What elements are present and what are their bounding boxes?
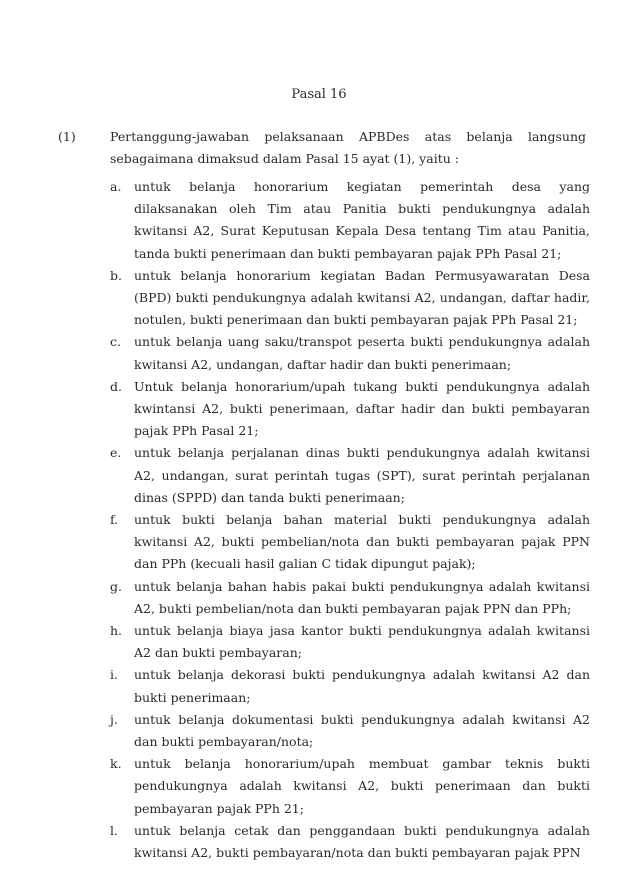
list-item [110, 664, 590, 708]
item-text: untuk belanja perjalanan dinas bukti pendukungnya adalah kwitansi A2, undangan, surat perintah tugas (SPT), surat perintah perjalanan dinas (SPPD) dan tanda bukti penerimaan; [134, 445, 590, 505]
item-text: untuk belanja honorarium kegiatan pemerintah desa yang dilaksanakan oleh Tim atau Panitia bukti pendukungnya adalah kwitansi A2, Surat Keputusan Kepala Desa tentang Tim atau Panitia, tanda bukti penerimaan dan bukti pembayaran pajak PPh Pasal 21; [134, 179, 590, 261]
item-label: l. [110, 822, 118, 838]
list-item [110, 331, 590, 375]
paragraph-number: (1) [58, 129, 76, 144]
item-label: c. [110, 334, 121, 350]
list-item [110, 376, 590, 443]
item-text: untuk bukti belanja bahan material bukti pendukungnya adalah kwitansi A2, bukti pembelian/nota dan bukti pembayaran pajak PPN dan PPh (kecuali hasil galian C tidak dipungut pajak); [134, 512, 590, 572]
item-label: a. [110, 179, 122, 194]
list-item [110, 820, 590, 864]
item-label: i. [110, 667, 118, 683]
item-label: j. [110, 711, 118, 727]
item-text: Untuk belanja honorarium/upah tukang bukti pendukungnya adalah kwintansi A2, bukti penerimaan, daftar hadir dan bukti pembayaran pajak PPh Pasal 21; [134, 378, 590, 439]
list-item [110, 509, 590, 576]
item-label: d. [110, 378, 122, 394]
list-item [110, 620, 590, 664]
item-text: untuk belanja uang saku/transpot peserta bukti pendukungnya adalah kwitansi A2, undangan, daftar hadir dan bukti penerimaan; [134, 334, 590, 372]
list-item [110, 265, 590, 332]
item-text: untuk belanja biaya jasa kantor bukti pendukungnya adalah kwitansi A2 dan bukti pembayaran; [134, 623, 590, 661]
item-text: untuk belanja cetak dan penggandaan bukti pendukungnya adalah kwitansi A2, bukti pembayaran/nota dan bukti pembayaran pajak PPN [134, 822, 590, 861]
item-label: f. [110, 512, 119, 528]
item-text: untuk belanja honorarium/upah membuat gambar teknis bukti pendukungnya adalah kwitansi A2, bukti penerimaan dan bukti pembayaran pajak PPh 21; [134, 756, 590, 816]
item-text: untuk belanja dokumentasi bukti pendukungnya adalah kwitansi A2 dan bukti pembayaran/nota; [134, 711, 590, 750]
article-title: Pasal 16 [291, 87, 347, 102]
item-label: g. [110, 578, 122, 594]
paragraph-intro: Pertanggung-jawaban pelaksanaan APBDes atas belanja langsung sebagaimana dimaksud dalam Pasal 15 ayat (1), yaitu : [110, 129, 586, 166]
list-item [110, 709, 590, 753]
item-list [110, 176, 590, 864]
list-item [110, 753, 590, 820]
item-label: k. [110, 756, 122, 772]
list-item [110, 442, 590, 509]
item-text: untuk belanja bahan habis pakai bukti pendukungnya adalah kwitansi A2, bukti pembelian/nota dan bukti pembayaran pajak PPN dan PPh; [134, 578, 590, 616]
item-label: b. [110, 267, 122, 283]
item-text: untuk belanja dekorasi bukti pendukungnya adalah kwitansi A2 dan bukti penerimaan; [134, 667, 590, 705]
list-item [110, 176, 590, 265]
item-text: untuk belanja honorarium kegiatan Badan Permusyawaratan Desa (BPD) bukti pendukungnya adalah kwitansi A2, undangan, daftar hadir, notulen, bukti penerimaan dan bukti pembayaran pajak PPh Pasal 21; [134, 267, 590, 328]
item-label: h. [110, 623, 123, 639]
list-item [110, 576, 590, 620]
item-label: e. [110, 445, 122, 461]
